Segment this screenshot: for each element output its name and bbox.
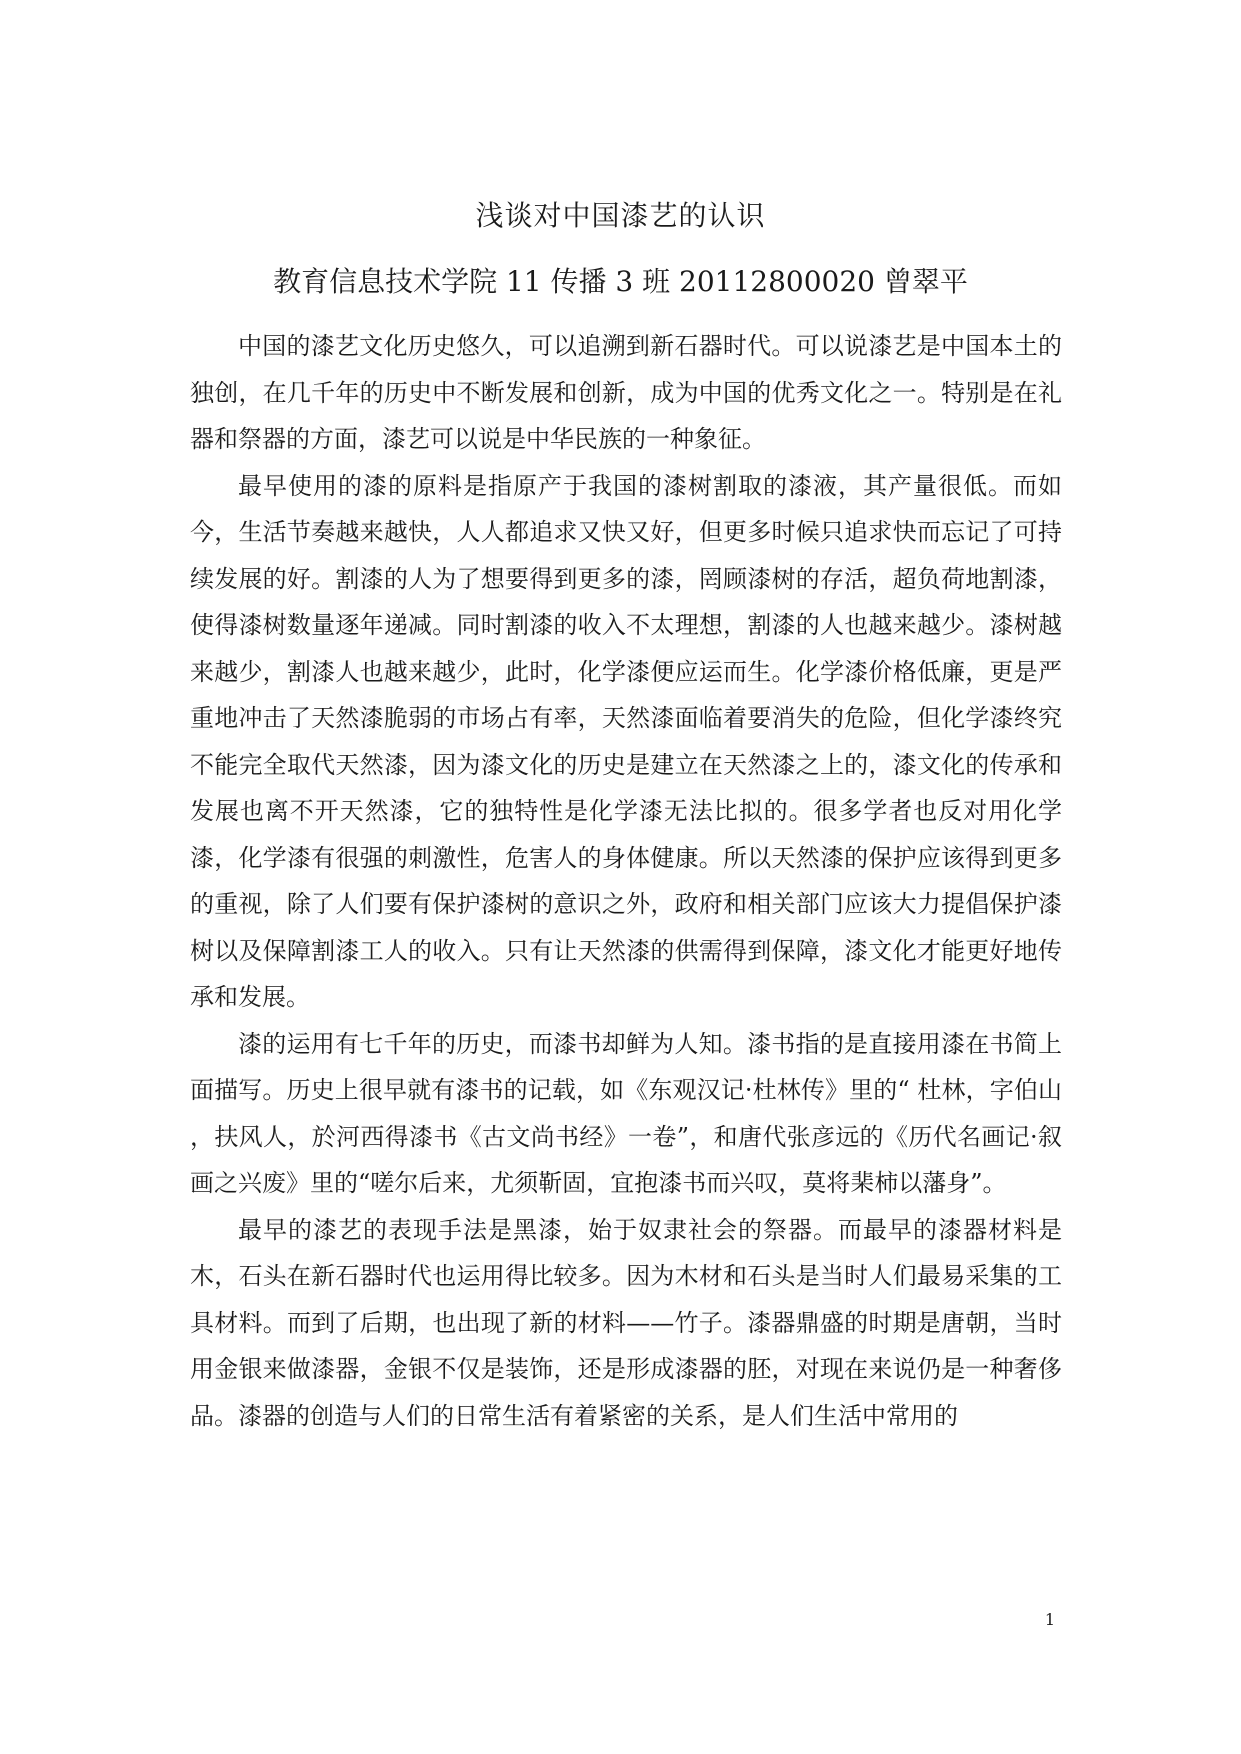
paragraph-4: 最早的漆艺的表现手法是黑漆，始于奴隶社会的祭器。而最早的漆器材料是木，石头在新石器时代也运用得比较多。因为木材和石头是当时人们最易采集的工具材料。而到了后期，也出现了新的材料——竹子。漆器鼎盛的时期是唐朝，当时用金银来做漆器，金银不仅是装饰，还是形成漆器的胚，对现在来说仍是一种奢侈品。漆器的创造与人们的日常生活有着紧密的关系，是人们生活中常用的	[190, 1215, 1062, 1430]
document-body	[190, 323, 1062, 1439]
document-title: 浅谈对中国漆艺的认识	[475, 199, 766, 232]
paragraph-1: 中国的漆艺文化历史悠久，可以追溯到新石器时代。可以说漆艺是中国本土的独创，在几千年的历史中不断发展和创新，成为中国的优秀文化之一。特别是在礼器和祭器的方面，漆艺可以说是中华民族的一种象征。	[190, 332, 1062, 453]
paragraph-2: 最早使用的漆的原料是指原产于我国的漆树割取的漆液，其产量很低。而如今，生活节奏越来越快，人人都追求又快又好，但更多时候只追求快而忘记了可持续发展的好。割漆的人为了想要得到更多的漆，罔顾漆树的存活，超负荷地割漆，使得漆树数量逐年递减。同时割漆的收入不太理想，割漆的人也越来越少。漆树越来越少，割漆人也越来越少，此时，化学漆便应运而生。化学漆价格低廉，更是严重地冲击了天然漆脆弱的市场占有率，天然漆面临着要消失的危险，但化学漆终究不能完全取代天然漆，因为漆文化的历史是建立在天然漆之上的，漆文化的传承和发展也离不开天然漆，它的独特性是化学漆无法比拟的。很多学者也反对用化学漆，化学漆有很强的刺激性，危害人的身体健康。所以天然漆的保护应该得到更多的重视，除了人们要有保护漆树的意识之外，政府和相关部门应该大力提倡保护漆树以及保障割漆工人的收入。只有让天然漆的供需得到保障，漆文化才能更好地传承和发展。	[190, 471, 1062, 1011]
page-number: 1	[1044, 1610, 1055, 1629]
author-line: 教育信息技术学院 11 传播 3 班 20112800020 曾翠平	[273, 265, 968, 298]
paragraph-3: 漆的运用有七千年的历史，而漆书却鲜为人知。漆书指的是直接用漆在书简上面描写。历史上很早就有漆书的记载，如《东观汉记·杜林传》里的“ 杜林，字伯山 ，扶风人，於河西得漆书《古文尚书经》一卷”，和唐代张彦远的《历代名画记·叙画之兴废》里的“嗟尔后来，尤须靳固，宜抱漆书而兴叹，莫将棐柿以藩身”。	[190, 1029, 1062, 1197]
